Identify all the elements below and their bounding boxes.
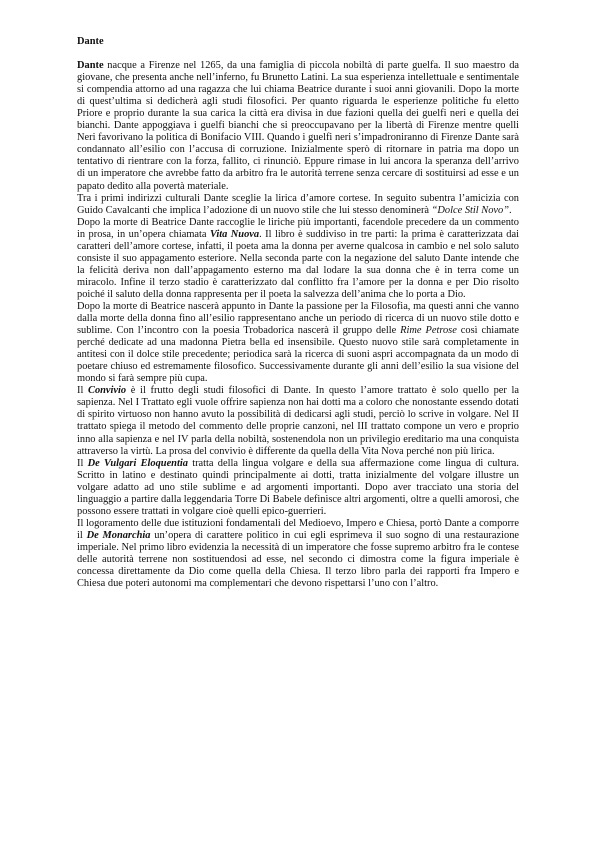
lead-word: Dante (77, 60, 104, 72)
paragraph-rime-petrose: Dopo la morte di Beatrice nascerà appunto in Dante la passione per la Filosofia, ma questi anni che vanno dalla morte della donna fino all’esilio rappresentano anche un periodo di ricerca di un nuovo stile dotto e sublime. Con l’incontro con la poesia Trobadorica nascerà il gruppo delle Rime Petrose così chiamate perché dedicate ad una madonna Pietra bella ed insensibile. Questo nuovo stile sarà completamente in antitesi con il dolce stile precedente; periodica sarà la ricerca di suoni aspri accompagnata da un modo di poetare chiuso ed estremamente filosofico. Successivamente durante gli anni dell’esilio la sua visione del mondo si farà sempre più cupa. (77, 300, 519, 385)
work-title-convivio: Convivio (88, 385, 127, 397)
quote-dolce-stil-novo: “Dolce Stil Novo” (431, 204, 509, 216)
paragraph-biography: Dante nacque a Firenze nel 1265, da una famiglia di piccola nobiltà di parte guelfa. Il suo maestro da giovane, che presenta anche nell’inferno, fu Brunetto Latini. La sua esperienza intellettuale e sentimentale si compendia attorno ad una ragazza che lui chiama Beatrice durante i suoi anni giovanili. Dopo la morte di quest’ultima si dedicherà agli studi filosofici. Per quanto riguarda le esperienze politiche fu eletto Priore e proprio durante la sua carica la città era divisa in due fazioni quella dei guelfi neri e quella dei bianchi. Dante appoggiava i guelfi bianchi che si preoccupavano per la libertà di Firenze mentre quelli Neri favorivano la politica di Bonifacio VIII. Quando i guelfi neri s’impadroniranno di Firenze Dante sarà condannato all’esilio con l’accusa di corruzione. Inizialmente sperò di ritornare in patria ma dopo un tentativo di rientrare con la forza, fallito, ci rinunciò. Eppure rimase in lui ancora la speranza dell’arrivo di un imperatore che avrebbe fatto da arbitro fra le autorità terrene senza cercare di sostituirsi ad esse e un papato dedito alla povertà materiale. (77, 60, 519, 192)
work-title-de-monarchia: De Monarchia (86, 529, 151, 541)
paragraph-cultural-directions: Tra i primi indirizzi culturali Dante sceglie la lirica d’amore cortese. In seguito subentra l’amicizia con Guido Cavalcanti che implica l’adozione di un nuovo stile che lui stesso denominerà “Dolce Stil Novo”. (77, 192, 519, 216)
paragraph-de-vulgari-eloquentia: Il De Vulgari Eloquentia tratta della lingua volgare e della sua affermazione come lingua di cultura. Scritto in latino e destinato quindi principalmente ai dotti, tratta inizialmente del volgare illustre un volgare adatto ad uno stile sublime e ad argomenti importanti. Dopo aver tracciato una storia del linguaggio a partire dalla leggendaria Torre Di Babele definisce altri argomenti, oltre a quelli amorosi, che possono essere trattati in volgare cioè quelli epico-guerrieri. (77, 457, 519, 517)
paragraph-de-monarchia: Il logoramento delle due istituzioni fondamentali del Medioevo, Impero e Chiesa, portò Dante a comporre il De Monarchia un’opera di carattere politico in cui egli esprimeva il suo sogno di una restaurazione imperiale. Nel primo libro evidenzia la necessità di un imperatore che fosse supremo arbitro fra le contese delle autorità terrene non sostituendosi ad esse, nel secondo ci dimostra come la figura imperiale è concessa direttamente da Dio come quella della Chiesa. Il terzo libro parla dei rapporti fra Impero e Chiesa due poteri autonomi ma complementari che devono rispettarsi l’uno con l’altro. (77, 517, 520, 590)
paragraph-convivio: Il Convivio è il frutto degli studi filosofici di Dante. In questo l’amore trattato è solo quello per la sapienza. Nel I Trattato egli vuole offrire sapienza non hai dotti ma a coloro che nonostante essendo dotati di spirito virtuoso non hanno avuto la possibilità di dedicarsi agli studi, perciò lo scrive in volgare. Nel II trattato spiega il metodo del commento delle proprie canzoni, nel III trattato compone un vero e proprio inno alla sapienza e nel IV parla della nobiltà, sostenendola non un privilegio ereditario ma una conquista attraverso la virtù. La prosa del convivio è differente da quella della Vita Nova perché non più lirica. (77, 385, 519, 457)
work-title-rime-petrose: Rime Petrose (400, 325, 457, 337)
page-title: Dante (77, 36, 104, 47)
work-title-vita-nuova: Vita Nuova (210, 228, 260, 240)
paragraph-vita-nuova: Dopo la morte di Beatrice Dante raccoglie le liriche più importanti, facendole precedere da un commento in prosa, in un’opera chiamata Vita Nuova. Il libro è suddiviso in tre parti: la prima è caratterizzata dai caratteri dell’amore cortese, infatti, il poeta ama la donna per averne qualcosa in cambio e nel solo saluto consiste il suo appagamento esteriore. Nella seconda parte con la negazione del saluto Dante intende che la felicità deriva non dall’appagamento esterno ma dal lodare la sua donna che è in terra come un miracolo. Infine il terzo stadio è caratterizzato dal conflitto fra l’amore per la donna e per Dio risolto poiché il saluto della donna rappresenta per il poeta la salvezza dell’anima che lo porta a Dio. (77, 216, 519, 300)
work-title-de-vulgari-eloquentia: De Vulgari Eloquentia (87, 457, 188, 469)
